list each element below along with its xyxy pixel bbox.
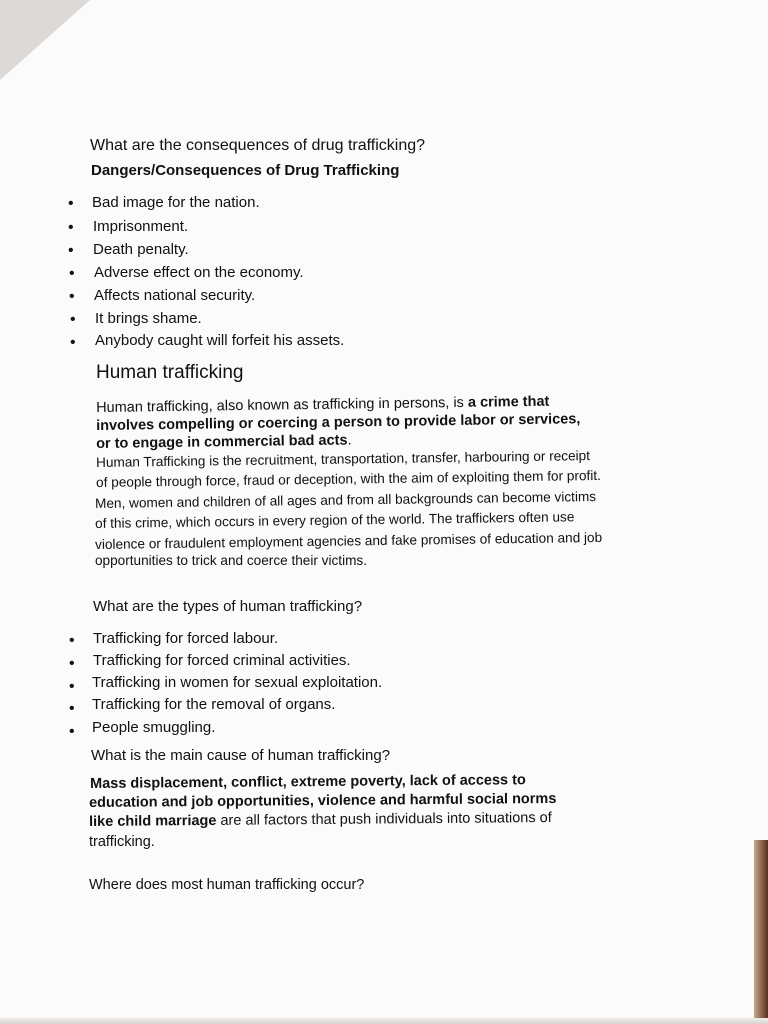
bullet-icon: • <box>68 242 74 259</box>
list-item: Bad image for the nation. <box>92 194 260 211</box>
list-item: Death penalty. <box>93 241 189 258</box>
paragraph-line: of people through force, fraud or deception, with the aim of exploiting them for profit. <box>96 467 601 490</box>
cause-line-3 <box>89 808 552 832</box>
section-heading-human-trafficking: Human trafficking <box>96 362 244 383</box>
cause-bold: Mass displacement, conflict, extreme poverty, lack of access to <box>90 772 526 792</box>
question-types: What are the types of human trafficking? <box>93 598 363 615</box>
bullet-icon: • <box>69 700 75 717</box>
definition-line-3 <box>96 430 352 454</box>
paragraph-line: Human Trafficking is the recruitment, transportation, transfer, harbouring or receipt <box>96 448 591 470</box>
list-item: Affects national security. <box>94 287 256 304</box>
list-item: Trafficking for the removal of organs. <box>92 696 336 713</box>
paragraph-line: opportunities to trick and coerce their victims. <box>95 553 367 568</box>
list-item: Adverse effect on the economy. <box>94 264 304 281</box>
definition-text: Human trafficking, also known as trafficking in persons, is <box>96 394 469 416</box>
list-item: It brings shame. <box>95 310 202 327</box>
question-main-cause: What is the main cause of human trafficking? <box>91 747 391 764</box>
bullet-icon: • <box>69 265 75 282</box>
bullet-icon: • <box>70 311 76 328</box>
definition-bold: involves compelling or coercing a person to provide labor or services, <box>96 411 581 434</box>
bullet-icon: • <box>70 334 76 351</box>
bullet-icon: • <box>69 632 75 649</box>
definition-bold: a crime that <box>467 393 550 411</box>
bullet-icon: • <box>68 219 74 236</box>
definition-bold: or to engage in commercial bad acts <box>96 432 348 452</box>
cause-text: are all factors that push individuals into situations of <box>216 809 552 829</box>
bullet-icon: • <box>69 655 75 672</box>
list-item: Trafficking for forced criminal activities. <box>93 652 351 669</box>
question-drug-consequences: What are the consequences of drug trafficking? <box>90 137 426 154</box>
bullet-icon: • <box>68 195 74 212</box>
cause-bold: like child marriage <box>89 812 217 830</box>
paragraph-line: of this crime, which occurs in every region of the world. The traffickers often use <box>95 509 575 531</box>
paragraph-line: violence or fraudulent employment agencies and fake promises of education and job <box>95 529 603 552</box>
question-where-occur: Where does most human trafficking occur? <box>89 877 365 893</box>
list-item: Trafficking for forced labour. <box>93 630 279 647</box>
section-heading-dangers: Dangers/Consequences of Drug Trafficking <box>91 162 400 179</box>
definition-text: . <box>347 432 352 449</box>
paragraph-line: Men, women and children of all ages and from all backgrounds can become victims <box>95 489 597 511</box>
cause-bold: education and job opportunities, violence and harmful social norms <box>89 790 557 811</box>
bullet-icon: • <box>69 678 75 695</box>
list-item: Imprisonment. <box>93 218 189 235</box>
cause-line-4: trafficking. <box>89 834 155 850</box>
bullet-icon: • <box>69 723 75 740</box>
list-item: Anybody caught will forfeit his assets. <box>95 332 345 349</box>
list-item: Trafficking in women for sexual exploitation. <box>92 674 383 691</box>
bullet-icon: • <box>69 288 75 305</box>
list-item: People smuggling. <box>92 719 216 736</box>
